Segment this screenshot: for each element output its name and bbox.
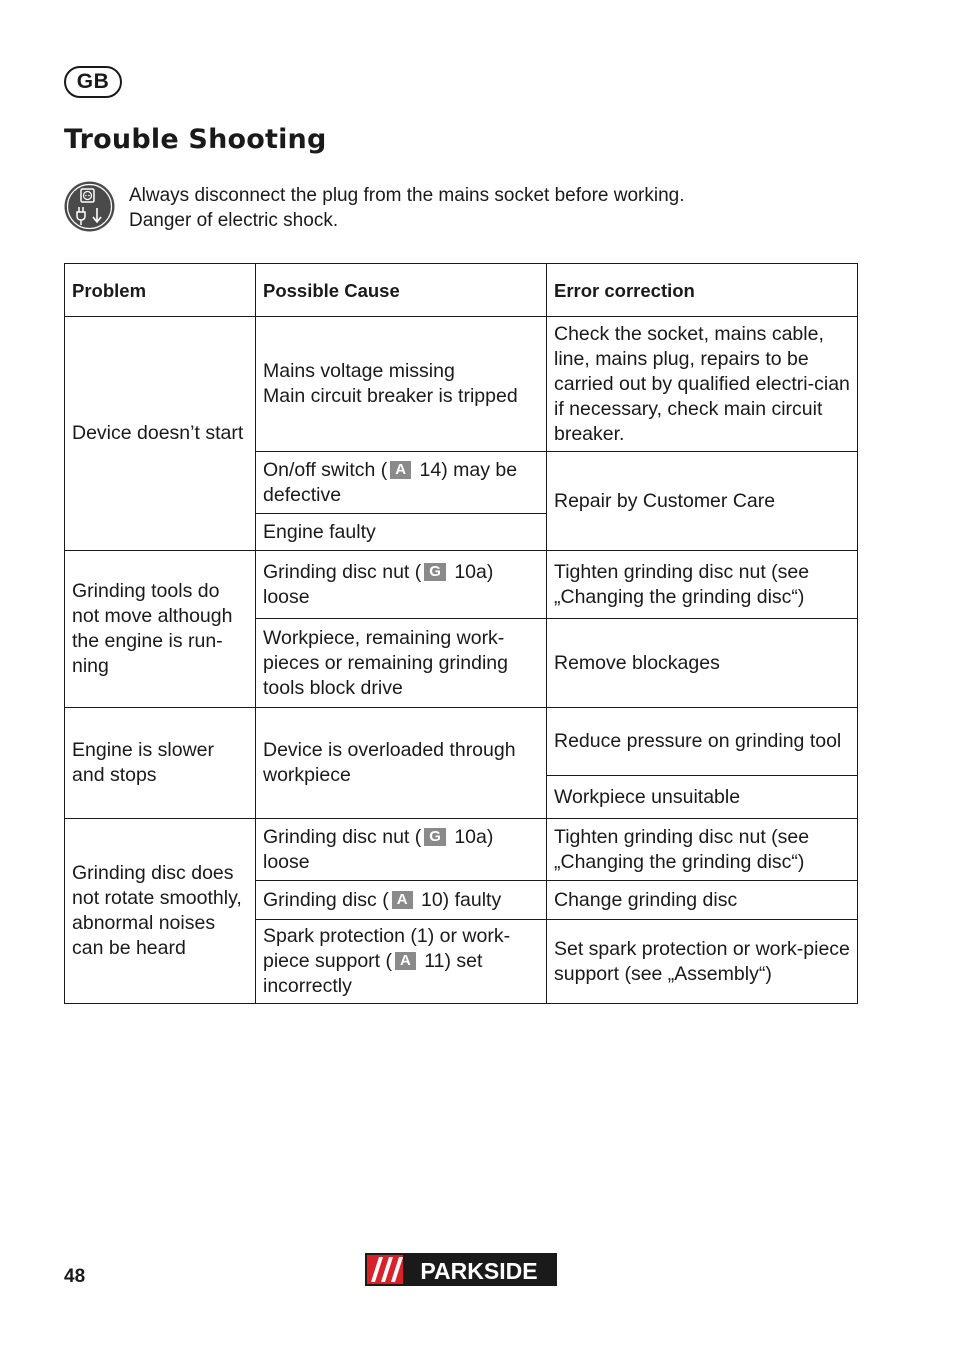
unplug-before-working-icon: [64, 181, 115, 232]
cause-text: Spark protection (1) or work-piece support (: [263, 925, 511, 972]
parkside-logo: [365, 1253, 557, 1286]
cause-text: 10) faulty: [415, 888, 502, 911]
page-title: Trouble Shooting: [64, 124, 327, 155]
safety-warning: [129, 183, 685, 233]
page-number: 48: [64, 1266, 86, 1287]
safety-warning-line-1: Always disconnect the plug from the mains socket before working.: [129, 185, 685, 206]
figure-reference-badge: A: [390, 461, 411, 479]
cause-text: 10a) loose: [263, 560, 494, 608]
figure-reference-badge: G: [424, 563, 446, 581]
cause-cell: [256, 452, 547, 514]
table-row: [65, 819, 858, 881]
correction-cell: Repair by Customer Care: [547, 452, 858, 551]
language-badge-label: GB: [76, 70, 110, 93]
cause-text: 10a) loose: [263, 825, 494, 873]
cause-text: 11) set incorrectly: [263, 950, 483, 997]
cause-text: Grinding disc nut (: [263, 560, 422, 583]
correction-cell: Reduce pressure on grinding tool: [547, 708, 858, 776]
problem-cell: Device doesn’t start: [65, 317, 256, 551]
figure-reference-badge: A: [395, 952, 416, 970]
cause-text: 14) may be defective: [263, 458, 518, 506]
table-header-row: [65, 264, 858, 317]
table-row: [65, 708, 858, 776]
problem-cell: Grinding tools do not move although the engine is run-ning: [65, 551, 256, 708]
cause-cell: Workpiece, remaining work-pieces or remaining grinding tools block drive: [256, 619, 547, 708]
column-header-problem: Problem: [65, 264, 256, 317]
cause-cell: [256, 551, 547, 619]
brand-name: PARKSIDE: [420, 1258, 538, 1284]
table-row: [65, 551, 858, 619]
figure-reference-badge: G: [424, 828, 446, 846]
correction-cell: Check the socket, mains cable, line, mains plug, repairs to be carried out by qualified electri-cian if necessary, check main circuit breaker.: [547, 317, 858, 452]
problem-cell: Grinding disc does not rotate smoothly, abnormal noises can be heard: [65, 819, 256, 1004]
correction-cell: Tighten grinding disc nut (see „Changing the grinding disc“): [547, 819, 858, 881]
cause-cell: Device is overloaded through workpiece: [256, 708, 547, 819]
trouble-shooting-table: [64, 263, 858, 1004]
column-header-correction: Error correction: [547, 264, 858, 317]
correction-cell: Remove blockages: [547, 619, 858, 708]
cause-text: Grinding disc nut (: [263, 825, 422, 848]
cause-cell: [256, 317, 547, 452]
cause-line: Main circuit breaker is tripped: [263, 385, 518, 407]
cause-cell: [256, 920, 547, 1004]
correction-cell: Workpiece unsuitable: [547, 776, 858, 819]
correction-cell: Change grinding disc: [547, 881, 858, 920]
problem-cell: Engine is slower and stops: [65, 708, 256, 819]
table-row: [65, 317, 858, 452]
cause-cell: Engine faulty: [256, 514, 547, 551]
cause-text: On/off switch (: [263, 458, 388, 481]
cause-text: Grinding disc (: [263, 888, 389, 911]
cause-cell: [256, 819, 547, 881]
safety-warning-line-2: Danger of electric shock.: [129, 210, 339, 231]
correction-cell: Set spark protection or work-piece support (see „Assembly“): [547, 920, 858, 1004]
correction-cell: Tighten grinding disc nut (see „Changing the grinding disc“): [547, 551, 858, 619]
cause-cell: [256, 881, 547, 920]
cause-line: Mains voltage missing: [263, 360, 455, 382]
column-header-cause: Possible Cause: [256, 264, 547, 317]
language-badge: [64, 66, 122, 98]
figure-reference-badge: A: [392, 891, 413, 909]
